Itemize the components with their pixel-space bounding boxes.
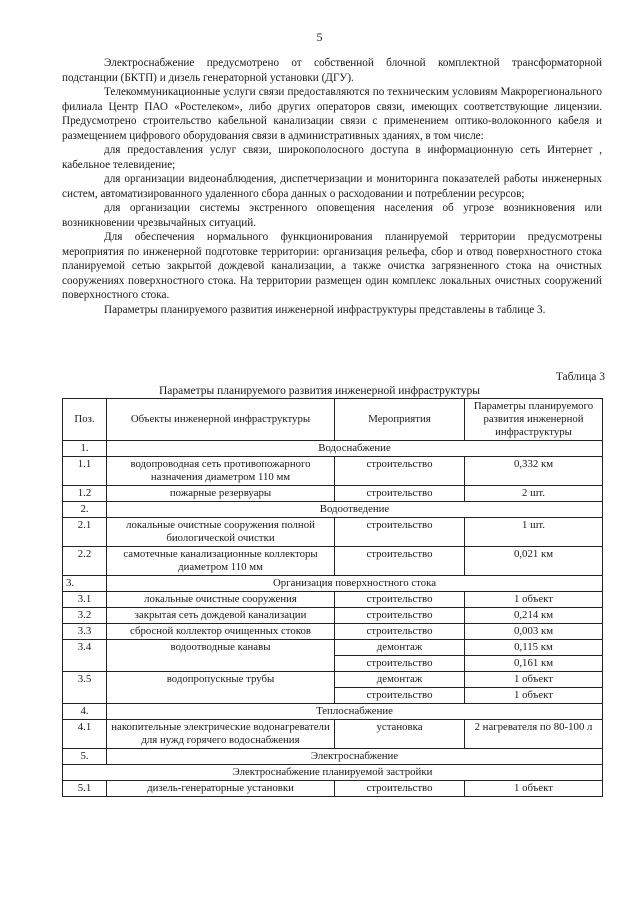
header-pos: Поз.: [63, 399, 107, 441]
section-title: Водоснабжение: [107, 441, 603, 457]
cell-action: демонтаж: [335, 672, 465, 688]
page-number: 5: [316, 30, 323, 44]
table-row: [63, 640, 603, 656]
cell-action: строительство: [335, 656, 465, 672]
cell-action: строительство: [335, 688, 465, 704]
table-row: [63, 781, 603, 797]
cell-param: 2 нагревателя по 80-100 л: [465, 720, 603, 749]
cell-object: дизель-генераторные установки: [107, 781, 335, 797]
table-header-row: [63, 399, 603, 441]
cell-action: строительство: [335, 592, 465, 608]
cell-param: 1 объект: [465, 781, 603, 797]
cell-param: 2 шт.: [465, 486, 603, 502]
section-row: [63, 441, 603, 457]
table-row: [63, 547, 603, 576]
header-action: Мероприятия: [335, 399, 465, 441]
paragraph: для предоставления услуг связи, широкополосного доступа в информационную сеть Интернет , кабельное телевидение;: [62, 144, 602, 171]
table-row: [63, 518, 603, 547]
cell-param: 1 объект: [465, 672, 603, 688]
paragraph: Телекоммуникационные услуги связи предоставляются по техническим условиям Макрорегионального филиала Центр ПАО «Ростелеком», либо других операторов связи, имеющих соответствующие лицензии. Предусмотрено строительство кабельной канализации связи с применением оптико-волоконного кабеля и размещением цифрового оборудования связи в административных зданиях, в том числе:: [62, 86, 602, 142]
cell-action: строительство: [335, 518, 465, 547]
header-param: Параметры планируемого развития инженерной инфраструктуры: [465, 399, 603, 441]
section-row: [63, 749, 603, 765]
section-row: [63, 576, 603, 592]
cell-param: 0,214 км: [465, 608, 603, 624]
body-text: [62, 56, 602, 317]
cell-action: строительство: [335, 547, 465, 576]
paragraph: для организации системы экстренного оповещения населения об угрозе возникновения или возникновении чрезвычайных ситуаций.: [62, 202, 602, 229]
cell-object: сбросной коллектор очищенных стоков: [107, 624, 335, 640]
cell-pos: 3.1: [63, 592, 107, 608]
cell-param: 1 объект: [465, 592, 603, 608]
cell-object: локальные очистные сооружения: [107, 592, 335, 608]
table-row: [63, 624, 603, 640]
cell-action: строительство: [335, 624, 465, 640]
subsection-row: [63, 765, 603, 781]
section-pos: 1.: [63, 441, 107, 457]
cell-pos: 2.2: [63, 547, 107, 576]
table-row: [63, 672, 603, 688]
cell-pos: 3.4: [63, 640, 107, 672]
cell-action: строительство: [335, 781, 465, 797]
table-row: [63, 457, 603, 486]
header-object: Объекты инженерной инфраструктуры: [107, 399, 335, 441]
table-row: [63, 720, 603, 749]
section-pos: 3.: [63, 576, 107, 592]
section-pos: 4.: [63, 704, 107, 720]
cell-param: 1 объект: [465, 688, 603, 704]
cell-action: демонтаж: [335, 640, 465, 656]
paragraph: Параметры планируемого развития инженерной инфраструктуры представлены в таблице 3.: [104, 303, 546, 316]
cell-action: строительство: [335, 608, 465, 624]
paragraph: для организации видеонаблюдения, диспетчеризации и мониторинга показателей работы инженерных систем, автоматизированного удаленного сбора данных о расходовании и потреблении ресурсов;: [62, 173, 602, 200]
cell-object: пожарные резервуары: [107, 486, 335, 502]
table-label: Таблица 3: [555, 371, 605, 383]
cell-pos: 3.3: [63, 624, 107, 640]
subsection-title: Электроснабжение планируемой застройки: [63, 765, 603, 781]
cell-action: строительство: [335, 457, 465, 486]
paragraph: Электроснабжение предусмотрено от собственной блочной комплектной трансформаторной подстанции (БКТП) и дизель генераторной установки (ДГУ).: [62, 57, 602, 84]
cell-action: установка: [335, 720, 465, 749]
cell-pos: 4.1: [63, 720, 107, 749]
table-title: Параметры планируемого развития инженерной инфраструктуры: [158, 385, 481, 397]
section-title: Теплоснабжение: [107, 704, 603, 720]
cell-object: самотечные канализационные коллекторы диаметром 110 мм: [107, 547, 335, 576]
paragraph: Для обеспечения нормального функционирования планируемой территории предусмотрены мероприятия по инженерной подготовке территории: организация рельефа, сбор и отвод поверхностного стока планируемой сетью закрытой дождевой канализации, а также очистка загрязненного стока на очистных сооружениях поверхностного стока. На территории размещен один комплекс локальных очистных сооружений поверхностного стока.: [62, 231, 602, 301]
cell-param: 0,003 км: [465, 624, 603, 640]
cell-object: водопропускные трубы: [107, 672, 335, 704]
table-row: [63, 486, 603, 502]
cell-pos: 1.2: [63, 486, 107, 502]
cell-pos: 5.1: [63, 781, 107, 797]
cell-param: 0,332 км: [465, 457, 603, 486]
cell-param: 0,115 км: [465, 640, 603, 656]
section-title: Организация поверхностного стока: [107, 576, 603, 592]
cell-action: строительство: [335, 486, 465, 502]
cell-param: 0,021 км: [465, 547, 603, 576]
cell-object: водоотводные канавы: [107, 640, 335, 672]
cell-object: водопроводная сеть противопожарного назначения диаметром 110 мм: [107, 457, 335, 486]
cell-pos: 3.5: [63, 672, 107, 704]
cell-param: 1 шт.: [465, 518, 603, 547]
section-title: Водоотведение: [107, 502, 603, 518]
cell-param: 0,161 км: [465, 656, 603, 672]
cell-pos: 2.1: [63, 518, 107, 547]
table-row: [63, 592, 603, 608]
cell-pos: 1.1: [63, 457, 107, 486]
infrastructure-table: [62, 398, 603, 797]
section-title: Электроснабжение: [107, 749, 603, 765]
section-pos: 5.: [63, 749, 107, 765]
cell-object: локальные очистные сооружения полной биологической очистки: [107, 518, 335, 547]
cell-object: закрытая сеть дождевой канализации: [107, 608, 335, 624]
cell-object: накопительные электрические водонагреватели для нужд горячего водоснабжения: [107, 720, 335, 749]
section-row: [63, 502, 603, 518]
table-row: [63, 608, 603, 624]
cell-pos: 3.2: [63, 608, 107, 624]
section-row: [63, 704, 603, 720]
section-pos: 2.: [63, 502, 107, 518]
